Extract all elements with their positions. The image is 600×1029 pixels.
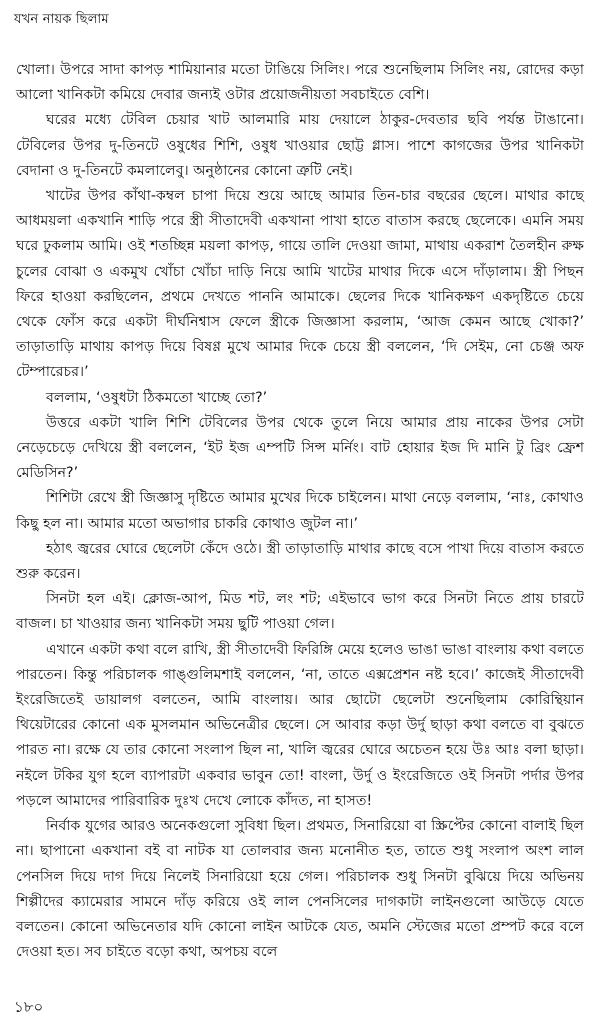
paragraph: শিশিটা রেখে স্ত্রী জিজ্ঞাসু দৃষ্টিতে আমার মুখের দিকে চাইলেন। মাথা নেড়ে বললাম, ‘নাঃ, কোথাও কিছু হল না। আমার মতো অভাগার চাকরি কোথাও জুটল না।’ (16, 490, 584, 532)
paragraph: উত্তরে একটা খালি শিশি টেবিলের উপর থেকে তুলে নিয়ে আমার প্রায় নাকের উপর সেটা নেড়েচেড়ে দেখিয়ে স্ত্রী বললেন, ‘ইট ইজ এম্পটি সিন্স মর্নিং। বাট হোয়ার ইজ দি মানি টু ব্রিং ফ্রেশ মেডিসিন?’ (16, 414, 584, 482)
paragraph: ঘরের মধ্যে টেবিল চেয়ার খাট আলমারি মায় দেয়ালে ঠাকুর-দেবতার ছবি পর্যন্ত টাঙানো। টেবিলের উপর দু-তিনটে ওষুধের শিশি, ওষুধ খাওয়ার ছোট্ট গ্লাস। পাশে কাগজের উপর খানিকটা বেদানা ও দু-তিনটে কমলালেবু। অনুষ্ঠানের কোনো ত্রুটি নেই। (16, 112, 584, 179)
paragraph: হঠাৎ জ্বরের ঘোরে ছেলেটা কেঁদে ওঠে। স্ত্রী তাড়াতাড়ি মাথার কাছে বসে পাখা দিয়ে বাতাস করতে শুরু করেন। (16, 540, 584, 583)
paragraph: বললাম, ‘ওষুধটা ঠিকমতো খাচ্ছে তো?’ (46, 389, 268, 406)
running-head: যখন নায়ক ছিলাম (14, 12, 109, 27)
paragraph: নির্বাক যুগের আরও অনেকগুলো সুবিধা ছিল। প্রথমত, সিনারিয়ো বা স্ক্রিপ্টের কোনো বালাই ছিল না। ছাপানো একখানা বই বা নাটক যা তোলবার জন্য মনোনীত হত, তাতে শুধু সংলাপ অংশ লাল পেনসিল দিয়ে দাগ দিয়ে নিলেই সিনারিয়ো হয়ে গেল। পরিচালক শুধু সিনটা বুঝিয়ে দিয়ে অভিনয় শিল্পীদের ক্যামেরার সামনে দাঁড় করিয়ে ওই লাল পেনসিলের দাগকাটা লাইনগুলো আউড়ে যেতে বলতেন। কোনো অভিনেতার যদি কোনো লাইন আটকে যেত, অমনি স্টেজের মতো প্রম্পট করে বলে দেওয়া হত। সব চাইতে বড়ো কথা, অপচয় বলে (16, 818, 584, 961)
paragraph: খোলা। উপরে সাদা কাপড় শামিয়ানার মতো টাঙিয়ে সিলিং। পরে শুনেছিলাম সিলিং নয়, রোদের কড়া আলো খানিকটা কমিয়ে দেবার জন্যই ওটার প্রয়োজনীয়তা সবচাইতে বেশি। (16, 62, 584, 104)
paragraph: এখানে একটা কথা বলে রাখি, স্ত্রী সীতাদেবী ফিরিঙ্গি মেয়ে হলেও ভাঙা ভাঙা বাংলায় কথা বলতে পারতেন। কিন্তু পরিচালক গাঙ্গুলিমশাই বললেন, ‘না, তাতে এক্সপ্রেশন নষ্ট হবে।’ কাজেই সীতাদেবী ইংরেজিতেই ডায়ালগ বলতেন, আমি বাংলায়। আর ছোটো ছেলেটা শুনেছিলাম কোরিন্থিয়ান থিয়েটারের কোনো এক মুসলমান অভিনেত্রীর ছেলে। সে আবার কড়া উর্দু ছাড়া কথা বলতে বা বুঝতে পারত না। রক্ষে যে তার কোনো সংলাপ ছিল না, খালি জ্বরের ঘোরে অচেতন হয়ে উঃ আঃ বলা ছাড়া। নইলে টকির যুগ হলে ব্যাপারটা একবার ভাবুন তো! বাংলা, উর্দু ও ইংরেজিতে ওই সিনটা পর্দার উপর পড়লে আমাদের পারিবারিক দুঃখ দেখে লোকে কাঁদত, না হাসত! (16, 641, 584, 809)
paragraph: সিনটা হল এই। ক্লোজ-আপ, মিড শট, লং শট; এইভাবে ভাগ করে সিনটা নিতে প্রায় চারটে বাজল। চা খাওয়ার জন্য খানিকটা সময় ছুটি পাওয়া গেল। (16, 591, 584, 633)
paragraph: খাটের উপর কাঁথা-কম্বল চাপা দিয়ে শুয়ে আছে আমার তিন-চার বছরের ছেলে। মাথার কাছে আধময়লা একখানি শাড়ি পরে স্ত্রী সীতাদেবী একখানা পাখা হাতে বাতাস করছে ছেলেকে। এমনি সময় ঘরে ঢুকলাম আমি। ওই শতচ্ছিন্ন ময়লা কাপড়, গায়ে তালি দেওয়া জামা, মাথায় একরাশ তৈলহীন রুক্ষ চুলের বোঝা ও একমুখ খোঁচা খোঁচা দাড়ি নিয়ে আমি খাটের মাথার দিকে এসে দাঁড়ালাম। স্ত্রী পিছন ফিরে হাওয়া করছিলেন, প্রথমে দেখতে পাননি আমাকে। ছেলের দিকে খানিকক্ষণ একদৃষ্টিতে চেয়ে থেকে ফোঁস করে একটা দীর্ঘনিশ্বাস ফেলে স্ত্রীকে জিজ্ঞাসা করলাম, ‘আজ কেমন আছে খোকা?’ তাড়াতাড়ি মাথায় কাপড় দিয়ে বিষণ্ণ মুখে আমার দিকে চেয়ে স্ত্রী বললেন, ‘দি সেইম, নো চেঞ্জ অফ টেম্পারেচর।’ (16, 188, 584, 381)
body-text (16, 58, 584, 965)
page-number: ১৮০ (14, 998, 44, 1016)
